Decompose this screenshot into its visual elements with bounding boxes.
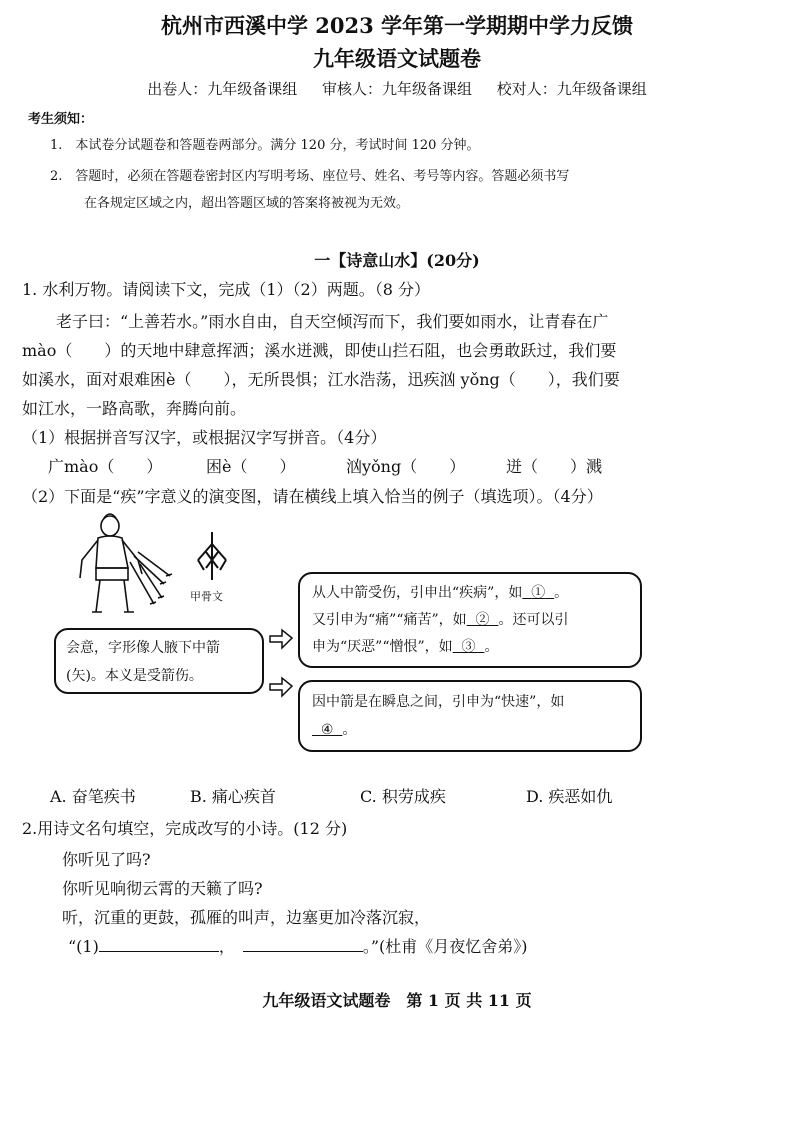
question-1: 1. 水利万物。请阅读下文，完成（1）（2）两题。（8 分） [22, 280, 430, 299]
oracle-bone-character-icon [192, 530, 232, 582]
bubble-left-line-1: 会意，字形像人腋下中箭 [66, 640, 220, 656]
arrow-up-right-icon [268, 628, 294, 650]
notice-item-2: 2. 答题时，必须在答题卷密封区内写明考场、座位号、姓名、考号等内容。答题必须书写 [50, 169, 570, 184]
passage-line-4: 如江水，一路高歌，奔腾向前。 [22, 399, 247, 418]
blank-1: ① [531, 585, 546, 601]
bubble-br-line-1: 因中箭是在瞬息之间，引申为“快速”，如 [312, 694, 565, 710]
passage-line-2: mào（ ）的天地中肆意挥洒；溪水迸溅，即使山拦石阻，也会勇敢跃过，我们要 [22, 341, 617, 360]
pinyin-item-4: 迸（ ）溅 [506, 457, 603, 476]
reviewer: 审核人：九年级备课组 [321, 80, 472, 98]
exam-title: 杭州市西溪中学 2023 学年第一学期期中学力反馈 [160, 13, 634, 38]
bubble-tr-line-2: 又引申为“痛”“痛苦”，如 ② 。还可以引 [312, 612, 569, 628]
pinyin-item-3: 汹yǒng（ ） [346, 457, 466, 476]
page-footer: 九年级语文试题卷 第 1 页 共 11 页 [262, 991, 532, 1010]
blank-2: ② [475, 612, 490, 628]
bubble-left-line-2: (矢)。本义是受箭伤。 [66, 668, 203, 684]
question-1-1: （1）根据拼音写汉字，或根据汉字写拼音。（4分） [22, 428, 387, 447]
notice-item-2-cont: 在各规定区域之内，超出答题区域的答案将被视为无效。 [84, 196, 410, 211]
pinyin-item-1: 广mào（ ） [48, 457, 163, 476]
poem-line-4: “(1) ， 。”(杜甫《月夜忆舍弟》) [68, 937, 528, 956]
bubble-br-line-2: ④ 。 [312, 716, 628, 744]
answer-blank-1[interactable] [99, 937, 219, 952]
bubble-tr-line-1: 从人中箭受伤，引申出“疾病”，如 ① 。 [312, 585, 569, 601]
bubble-extended-meaning [298, 572, 642, 668]
question-1-2: （2）下面是“疾”字意义的演变图，请在横线上填入恰当的例子（填选项）。（4分） [22, 487, 603, 506]
answer-blank-2[interactable] [243, 937, 363, 952]
choice-a: A. 奋笔疾书 [50, 787, 136, 806]
choice-c: C. 积劳成疾 [360, 787, 446, 806]
poem-line-1: 你听见了吗? [62, 850, 151, 869]
bubble-tr-line-3: 申为“厌恶”“憎恨”，如 ③ 。 [312, 639, 499, 655]
poem-line-2: 你听见响彻云霄的天籁了吗? [62, 879, 263, 898]
passage-line-1: 老子曰：“上善若水。”雨水自由，自天空倾泻而下，我们要如雨水，让青春在广 [56, 312, 609, 331]
poem-line-3: 听，沉重的更鼓，孤雁的叫声，边塞更加冷落沉寂， [62, 908, 431, 927]
exam-subtitle: 九年级语文试题卷 [313, 46, 481, 71]
staff-line [0, 78, 794, 99]
proofreader: 校对人：九年级备课组 [496, 80, 647, 98]
choice-d: D. 疾恶如仇 [526, 787, 613, 806]
choice-b: B. 痛心疾首 [190, 787, 276, 806]
arrow-down-right-icon [268, 676, 294, 698]
blank-3: ③ [461, 639, 476, 655]
blank-4: ④ [320, 722, 334, 738]
notice-heading: 考生须知： [28, 112, 94, 127]
passage-line-3: 如溪水，面对艰难困è（ ），无所畏惧；江水浩荡，迅疾汹 yǒng（ ），我们要 [22, 370, 620, 389]
oracle-label: 甲骨文 [190, 590, 223, 603]
man-with-arrows-illustration [68, 512, 178, 618]
notice-item-1: 1. 本试卷分试题卷和答题卷两部分。满分 120 分，考试时间 120 分钟。 [50, 138, 480, 153]
question-2: 2.用诗文名句填空，完成改写的小诗。(12 分) [22, 819, 348, 838]
section-title: 一【诗意山水】(20分) [314, 251, 480, 270]
setter: 出卷人：九年级备课组 [147, 80, 298, 98]
bubble-original-meaning [54, 628, 264, 694]
bubble-speed-meaning [298, 680, 642, 752]
pinyin-item-2: 困è（ ） [206, 457, 296, 476]
